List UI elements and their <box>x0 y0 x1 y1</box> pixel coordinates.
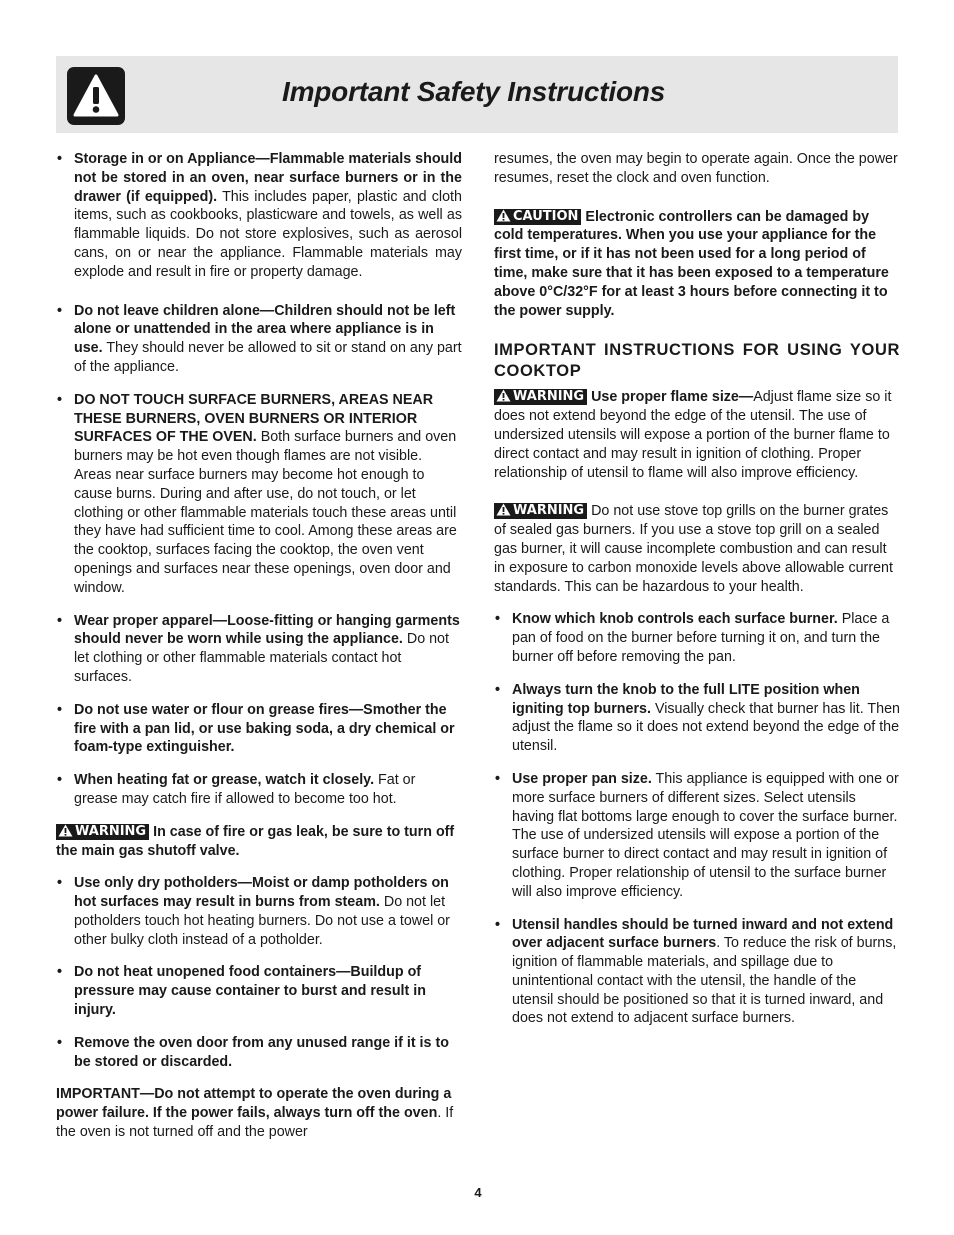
item-heading: Use only dry potholders—Moist or damp potholders on hot surfaces may result in burns from steam. <box>74 875 449 911</box>
warning-triangle-icon <box>58 824 73 837</box>
item-text: Do not let potholders touch hot heating burners. Do not use a towel or other bulky cloth instead of a potholder. <box>74 894 450 948</box>
warning-notice <box>494 388 900 482</box>
item-text: This appliance is equipped with one or more surface burners of different sizes. Select utensils having flat bottoms large enough to cover the surface burner. The use of undersized utensils will expose a portion of the surface burner to direct contact and may result in ignition of clothing. Proper relationship of utensil to the surface burner will also improve efficiency. <box>512 770 899 900</box>
item-text: . To reduce the risk of burns, ignition of flammable materials, and spillage due to unintentional contact with the utensil, the handle of the utensil should be positioned so that it is turned inward, and does not extend to adjacent surface burners. <box>512 935 897 1027</box>
item-text: Both surface burners and oven burners may be hot even though flames are not visible. Areas near surface burners may become hot enough to cause burns. During and after use, do not touch, or let clothing or other flammable materials touch these areas until they have had sufficient time to cool. Among these areas are the cooktop, surfaces facing the cooktop, the oven vent openings and surfaces near these openings, oven door and window. <box>74 429 457 596</box>
section-title: IMPORTANT INSTRUCTIONS FOR USING YOUR COOKTOP <box>494 341 900 381</box>
item-heading: Use proper pan size. <box>512 770 652 787</box>
list-item: • DO NOT TOUCH SURFACE BURNERS, AREAS NEAR THESE BURNERS, OVEN BURNERS OR INTERIOR SURFACES OF THE OVEN. Both surface burners and oven burners may be hot even though flames are not visible. Areas near surface burners may become hot enough to cause burns. During and after use, do not touch, or let clothing or other flammable materials touch these areas until they have had sufficient time to cool. Among these areas are the cooktop, surfaces facing the cooktop, the oven vent openings and surfaces near these openings, oven door and window. <box>57 391 457 596</box>
page-title: Important Safety Instructions <box>282 76 666 107</box>
list-item: • Do not use water or flour on grease fires—Smother the fire with a pan lid, or use baking soda, a dry chemical or foam-type extinguisher. <box>57 701 455 756</box>
notice-text: Do not use stove top grills on the burner grates of sealed gas burners. If you use a stove top grill on a sealed gas burner, it will cause incomplete combustion and can result in exposure to carbon monoxide levels above allowable current standards. This can be hazardous to your health. <box>494 503 893 595</box>
important-notice: IMPORTANT—Do not attempt to operate the oven during a power failure. If the power fails, always turn off the oven. If the oven is not turned off and the power <box>56 1086 454 1141</box>
item-heading: Utensil handles should be turned inward and not extend over adjacent surface burners <box>512 916 894 952</box>
list-item: • Utensil handles should be turned inward and not extend over adjacent surface burners. To reduce the risk of burns, ignition of flammable materials, and spillage due to unintentional contact with the utensil, the handle of the utensil should be positioned so that it is turned inward, and does not extend to adjacent surface burners. <box>495 916 897 1027</box>
item-heading: Do not leave children alone—Children should not be left alone or unattended in the area where appliance is in use. <box>74 302 456 357</box>
item-text: Place a pan of food on the burner before turning it on, and turn the burner off before removing the pan. <box>512 611 890 665</box>
notice-heading: Use proper flame size— <box>591 389 754 406</box>
item-text: Fat or grease may catch fire if allowed to become too hot. <box>74 772 416 807</box>
item-text: They should never be allowed to sit or stand on any part of the appliance. <box>74 340 462 375</box>
item-text: This includes paper, plastic and cloth items, such as cookbooks, plasticware and towels, as well as flammable liquids. Do not store explosives, such as aerosol cans, on or near the appliance. Flammable materials may explode and result in fire or property damage. <box>74 188 462 280</box>
list-item: • Storage in or on Appliance—Flammable materials should not be stored in an oven, near surface burners or in the drawer (if equipped). This includes paper, plastic and cloth items, such as cookbooks, plasticware and towels, as well as flammable liquids. Do not store explosives, such as aerosol cans, on or near the appliance. Flammable materials may explode and result in fire or property damage. <box>57 151 462 280</box>
page-number: 4 <box>474 1185 482 1200</box>
item-heading: Do not heat unopened food containers—Buildup of pressure may cause container to burst and result in injury. <box>74 964 426 1019</box>
list-item: • Wear proper apparel—Loose-fitting or hanging garments should never be worn while using the appliance. Do not let clothing or other flammable materials contact hot surfaces. <box>57 612 460 685</box>
item-heading: Do not use water or flour on grease fires—Smother the fire with a pan lid, or use baking soda, a dry chemical or foam-type extinguisher. <box>74 701 455 756</box>
list-item: • Remove the oven door from any unused range if it is to be stored or discarded. <box>57 1034 449 1070</box>
item-text: Do not let clothing or other flammable materials contact hot surfaces. <box>74 631 449 685</box>
warning-triangle-icon <box>496 209 511 222</box>
item-text: Visually check that burner has lit. Then adjust the flame so it does not extend beyond the edge of the utensil. <box>512 700 900 755</box>
caution-notice <box>494 208 900 321</box>
item-heading: When heating fat or grease, watch it closely. <box>74 772 375 789</box>
continued-text: resumes, the oven may begin to operate again. Once the power resumes, reset the clock and oven function. <box>494 151 898 186</box>
list-item: • Use only dry potholders—Moist or damp potholders on hot surfaces may result in burns from steam. Do not let potholders touch hot heating burners. Do not use a towel or other bulky cloth instead of a potholder. <box>57 875 450 948</box>
list-item: • Use proper pan size. This appliance is equipped with one or more surface burners of different sizes. Select utensils having flat bottoms large enough to cover the surface burner. The use of undersized utensils will expose a portion of the surface burner to direct contact and may result in ignition of clothing. Proper relationship of utensil to the surface burner will also improve efficiency. <box>495 770 899 900</box>
right-column <box>494 150 900 1028</box>
left-column <box>56 150 462 1142</box>
list-item: • Do not heat unopened food containers—Buildup of pressure may cause container to burst and result in injury. <box>57 964 426 1019</box>
notice-text: Electronic controllers can be damaged by cold temperatures. When you use your appliance for the first time, or if it has not been used for a long period of time, make sure that it has been exposed to a temperature above 0°C/32°F for at least 3 hours before connecting it to the power supply. <box>494 208 889 319</box>
notice-text: In case of fire or gas leak, be sure to turn off the main gas shutoff valve. <box>56 823 455 859</box>
list-item: • Do not leave children alone—Children should not be left alone or unattended in the area where appliance is in use. They should never be allowed to sit or stand on any part of the appliance. <box>57 302 462 375</box>
list-item: • Always turn the knob to the full LITE position when igniting top burners. Visually check that burner has lit. Then adjust the flame so it does not extend beyond the edge of the utensil. <box>495 681 900 755</box>
item-heading: Always turn the knob to the full LITE position when igniting top burners. <box>512 681 860 717</box>
item-heading: DO NOT TOUCH SURFACE BURNERS, AREAS NEAR THESE BURNERS, OVEN BURNERS OR INTERIOR SURFACES OF THE OVEN. <box>74 391 434 446</box>
list-item: • Know which knob controls each surface burner. Place a pan of food on the burner before turning it on, and turn the burner off before removing the pan. <box>495 611 890 665</box>
warning-badge: WARNING <box>494 389 587 405</box>
item-heading: Storage in or on Appliance—Flammable materials should not be stored in an oven, near surface burners or in the drawer (if equipped). <box>74 151 462 205</box>
item-heading: Remove the oven door from any unused range if it is to be stored or discarded. <box>74 1034 449 1070</box>
warning-triangle-icon <box>496 389 511 402</box>
caution-badge: CAUTION <box>494 209 581 225</box>
notice-text: Adjust flame size so it does not extend beyond the edge of the utensil. The use of undersized utensils will expose a portion of the burner flame to direct contact and may result in ignition of clothing. Proper relationship of utensil to flame will also improve efficiency. <box>494 389 892 481</box>
item-heading: Wear proper apparel—Loose-fitting or hanging garments should never be worn while using the appliance. <box>74 612 460 648</box>
warning-badge: WARNING <box>56 824 149 840</box>
warning-badge: WARNING <box>494 503 587 519</box>
warning-notice <box>56 823 462 861</box>
warning-triangle-icon <box>496 503 511 516</box>
item-heading: Know which knob controls each surface burner. <box>512 611 838 628</box>
warning-notice <box>494 502 900 596</box>
list-item: • When heating fat or grease, watch it closely. Fat or grease may catch fire if allowed to become too hot. <box>57 772 416 807</box>
warning-exclamation-icon <box>67 67 125 125</box>
